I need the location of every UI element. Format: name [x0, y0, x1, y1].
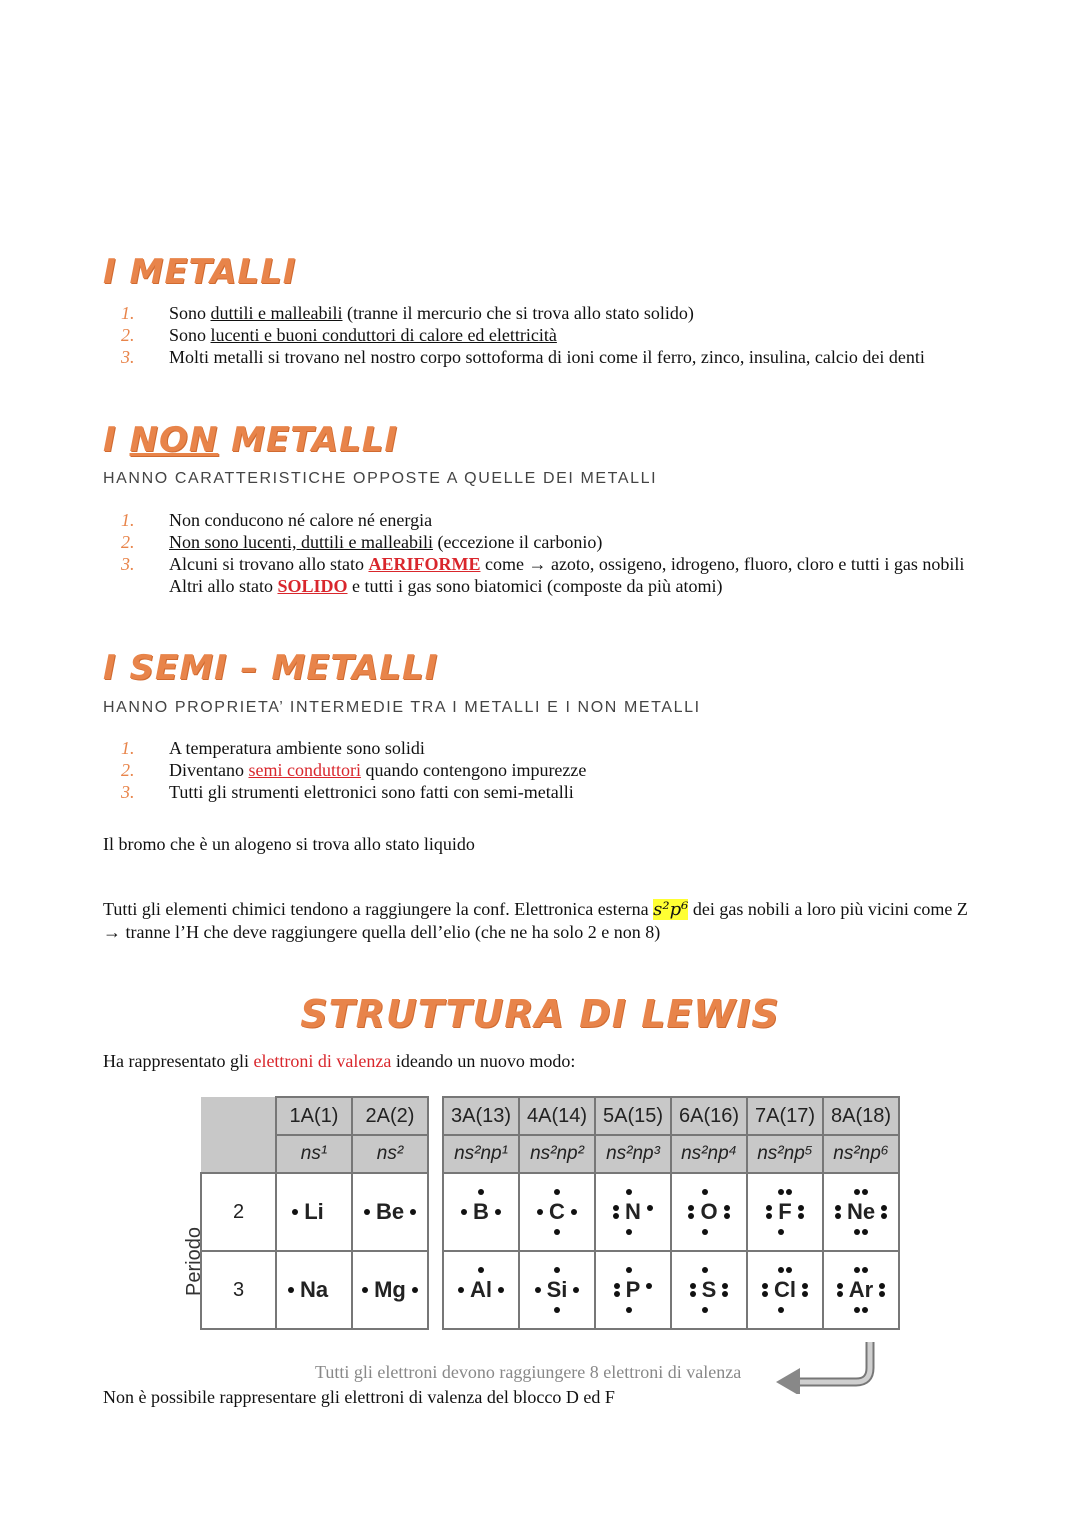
- electron-dot: [854, 1189, 860, 1195]
- electron-dot: [554, 1229, 560, 1235]
- electron-dot: [613, 1213, 619, 1219]
- electron-dot: [778, 1229, 784, 1235]
- electron-dot: [554, 1307, 560, 1313]
- group-header: 1A(1): [276, 1097, 352, 1135]
- electron-dot: [778, 1307, 784, 1313]
- electron-dot: [881, 1205, 887, 1211]
- electron-dot: [495, 1209, 501, 1215]
- electron-dot: [724, 1205, 730, 1211]
- semimetalli-subtitle: HANNO PROPRIETA’ INTERMEDIE TRA I METALLI E I NON METALLI: [103, 699, 701, 716]
- element-cell: Be: [352, 1173, 428, 1251]
- electron-dot: [554, 1189, 560, 1195]
- electron-dot: [626, 1189, 632, 1195]
- section-title-nonmetalli: I NON METALLI: [103, 420, 399, 460]
- electron-dot: [478, 1267, 484, 1273]
- electron-dot: [862, 1307, 868, 1313]
- element-cell: O: [671, 1173, 747, 1251]
- electron-dot: [537, 1209, 543, 1215]
- electron-dot: [458, 1287, 464, 1293]
- list-item: 3. Alcuni si trovano allo stato AERIFORME come → azoto, ossigeno, idrogeno, fluoro, cloro e tutti i gas nobili Altri allo stato SOLIDO e tutti i gas sono biatomici (composte da più atomi): [121, 554, 965, 596]
- config-cell: ns²np¹: [443, 1135, 519, 1173]
- electron-dot: [722, 1283, 728, 1289]
- electron-dot: [362, 1287, 368, 1293]
- element-cell: C: [519, 1173, 595, 1251]
- list-item: 1. A temperatura ambiente sono solidi: [121, 738, 425, 758]
- electron-dot: [786, 1189, 792, 1195]
- period-number: 2: [201, 1173, 276, 1251]
- nonmetalli-subtitle: HANNO CARATTERISTICHE OPPOSTE A QUELLE DEI METALLI: [103, 470, 658, 487]
- electron-dot: [702, 1307, 708, 1313]
- formula-highlight: s²p⁶: [653, 899, 689, 920]
- footer-paragraph: Non è possibile rappresentare gli elettroni di valenza del blocco D ed F: [103, 1387, 615, 1407]
- list-item: 3. Tutti gli strumenti elettronici sono fatti con semi-metalli: [121, 782, 574, 802]
- config-cell: ns¹: [276, 1135, 352, 1173]
- config-cell: ns²: [352, 1135, 428, 1173]
- electron-dot: [410, 1209, 416, 1215]
- electron-dot: [722, 1291, 728, 1297]
- element-cell: F: [747, 1173, 823, 1251]
- config-cell: ns²np⁵: [747, 1135, 823, 1173]
- electron-dot: [626, 1307, 632, 1313]
- element-cell: Ne: [823, 1173, 899, 1251]
- element-cell: Li: [276, 1173, 352, 1251]
- period-number: 3: [201, 1251, 276, 1329]
- config-cell: ns²np⁴: [671, 1135, 747, 1173]
- element-cell: Si: [519, 1251, 595, 1329]
- element-cell: Mg: [352, 1251, 428, 1329]
- electron-dot: [854, 1229, 860, 1235]
- electron-dot: [626, 1229, 632, 1235]
- lewis-table-left: [200, 1096, 429, 1330]
- electron-dot: [835, 1213, 841, 1219]
- electron-dot: [690, 1283, 696, 1289]
- conf-paragraph: Tutti gli elementi chimici tendono a raggiungere la conf. Elettronica esterna s²p⁶ dei gas nobili a loro più vicini come Z → tranne l’H che deve raggiungere quella dell’elio (che ne ha solo 2 e non 8): [103, 899, 968, 942]
- list-item: 2. Diventano semi conduttori quando contengono impurezze: [121, 760, 587, 780]
- electron-dot: [879, 1283, 885, 1289]
- group-header: 5A(15): [595, 1097, 671, 1135]
- electron-dot: [854, 1267, 860, 1273]
- electron-dot: [762, 1283, 768, 1289]
- electron-dot: [690, 1291, 696, 1297]
- element-cell: Al: [443, 1251, 519, 1329]
- electron-dot: [364, 1209, 370, 1215]
- electron-dot: [798, 1213, 804, 1219]
- electron-dot: [614, 1291, 620, 1297]
- group-header: 6A(16): [671, 1097, 747, 1135]
- list-item: 2. Non sono lucenti, duttili e malleabili (eccezione il carbonio): [121, 532, 603, 552]
- electron-dot: [724, 1213, 730, 1219]
- electron-dot: [778, 1267, 784, 1273]
- element-cell: S: [671, 1251, 747, 1329]
- electron-dot: [702, 1267, 708, 1273]
- config-cell: ns²np⁶: [823, 1135, 899, 1173]
- electron-dot: [798, 1205, 804, 1211]
- electron-dot: [535, 1287, 541, 1293]
- semimetalli-list: [103, 737, 983, 803]
- element-cell: Na: [276, 1251, 352, 1329]
- periodo-label: Periodo: [182, 1227, 205, 1296]
- electron-dot: [778, 1189, 784, 1195]
- electron-dot: [702, 1229, 708, 1235]
- electron-dot: [614, 1283, 620, 1289]
- electron-dot: [554, 1267, 560, 1273]
- config-cell: ns²np³: [595, 1135, 671, 1173]
- list-item: 1. Non conducono né calore né energia: [121, 510, 433, 530]
- electron-dot: [881, 1213, 887, 1219]
- electron-dot: [766, 1205, 772, 1211]
- lewis-intro: Ha rappresentato gli elettroni di valenza ideando un nuovo modo:: [103, 1051, 576, 1071]
- section-title-semimetalli: I SEMI – METALLI: [103, 648, 439, 688]
- nonmetalli-list: [103, 509, 983, 597]
- list-item: 1. Sono duttili e malleabili (tranne il mercurio che si trova allo stato solido): [121, 303, 694, 323]
- electron-dot: [862, 1229, 868, 1235]
- group-header: 3A(13): [443, 1097, 519, 1135]
- element-cell: Ar: [823, 1251, 899, 1329]
- electron-dot: [862, 1267, 868, 1273]
- bromo-paragraph: Il bromo che è un alogeno si trova allo stato liquido: [103, 834, 475, 854]
- electron-dot: [461, 1209, 467, 1215]
- electron-dot: [412, 1287, 418, 1293]
- electron-dot: [498, 1287, 504, 1293]
- electron-dot: [292, 1209, 298, 1215]
- electron-dot: [646, 1283, 652, 1289]
- group-header: 8A(18): [823, 1097, 899, 1135]
- metalli-list: [103, 302, 983, 368]
- electron-dot: [762, 1291, 768, 1297]
- electron-dot: [647, 1205, 653, 1211]
- config-cell: ns²np²: [519, 1135, 595, 1173]
- list-item: 3. Molti metalli si trovano nel nostro corpo sottoforma di ioni come il ferro, zinco, insulina, calcio dei denti: [121, 347, 925, 367]
- group-header: 2A(2): [352, 1097, 428, 1135]
- lewis-title: STRUTTURA DI LEWIS: [300, 992, 780, 1036]
- electron-dot: [854, 1307, 860, 1313]
- element-cell: B: [443, 1173, 519, 1251]
- electron-dot: [688, 1213, 694, 1219]
- section-title-metalli: I METALLI: [103, 252, 297, 292]
- electron-dot: [702, 1189, 708, 1195]
- element-cell: P: [595, 1251, 671, 1329]
- electron-dot: [573, 1287, 579, 1293]
- element-cell: N: [595, 1173, 671, 1251]
- group-header: 4A(14): [519, 1097, 595, 1135]
- electron-dot: [571, 1209, 577, 1215]
- electron-dot: [626, 1267, 632, 1273]
- electron-dot: [802, 1291, 808, 1297]
- electron-dot: [835, 1205, 841, 1211]
- list-item: 2. Sono lucenti e buoni conduttori di calore ed elettricità: [121, 325, 557, 345]
- electron-dot: [786, 1267, 792, 1273]
- electron-dot: [688, 1205, 694, 1211]
- lewis-table-right: [442, 1096, 900, 1330]
- electron-dot: [802, 1283, 808, 1289]
- element-cell: Cl: [747, 1251, 823, 1329]
- electron-dot: [766, 1213, 772, 1219]
- valence-note: Tutti gli elettroni devono raggiungere 8 elettroni di valenza: [315, 1362, 742, 1382]
- group-header: 7A(17): [747, 1097, 823, 1135]
- electron-dot: [837, 1291, 843, 1297]
- electron-dot: [879, 1291, 885, 1297]
- electron-dot: [613, 1205, 619, 1211]
- electron-dot: [288, 1287, 294, 1293]
- electron-dot: [837, 1283, 843, 1289]
- electron-dot: [478, 1189, 484, 1195]
- electron-dot: [862, 1189, 868, 1195]
